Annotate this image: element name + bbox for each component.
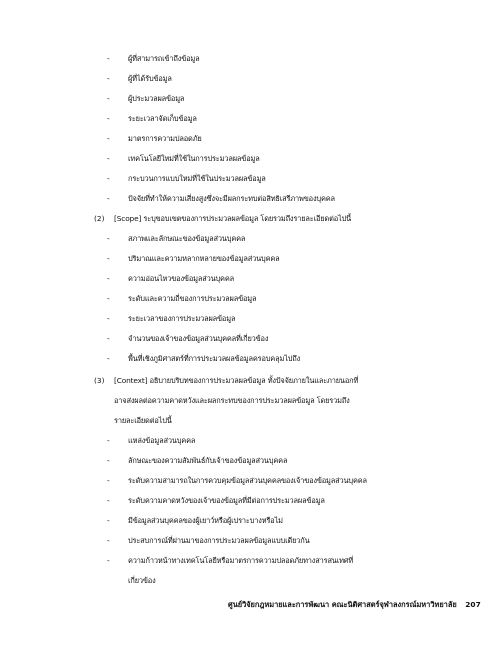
section-number: (2) xyxy=(94,214,105,223)
bullet: - xyxy=(107,334,110,343)
bullet: - xyxy=(107,536,110,545)
list-item: ผู้ที่สามารถเข้าถึงข้อมูล xyxy=(128,54,200,63)
footer-text: ศูนย์วิจัยกฎหมายและการพัฒนา คณะนิติศาสตร์จุฬาลงกรณ์มหาวิทยาลัย xyxy=(228,600,457,609)
list-item: ปัจจัยที่ทำให้ความเสี่ยงสูงซึ่งจะมีผลกระทบต่อสิทธิเสรีภาพของบุคคล xyxy=(128,194,335,203)
bullet: - xyxy=(107,274,110,283)
bullet: - xyxy=(107,254,110,263)
list-item: ระดับความคาดหวังของเจ้าของข้อมูลที่มีต่อการประมวลผลข้อมูล xyxy=(128,496,325,505)
bullet: - xyxy=(107,436,110,445)
bullet: - xyxy=(107,134,110,143)
bullet: - xyxy=(107,314,110,323)
bullet: - xyxy=(107,516,110,525)
list-item: ระยะเวลาจัดเก็บข้อมูล xyxy=(128,114,197,123)
list-item: พื้นที่เชิงภูมิศาสตร์ที่การประมวลผลข้อมูลครอบคลุมไปถึง xyxy=(128,354,301,363)
bullet: - xyxy=(107,74,110,83)
bullet: - xyxy=(107,174,110,183)
list-item: แหล่งข้อมูลส่วนบุคคล xyxy=(128,436,196,445)
list-item: สภาพและลักษณะของข้อมูลส่วนบุคคล xyxy=(128,234,246,243)
bullet: - xyxy=(107,54,110,63)
list-item: ความก้าวหน้าทางเทคโนโลยีหรือมาตรการความปลอดภัยทางสารสนเทศที่ xyxy=(128,556,354,565)
section-heading-line: [Context] อธิบายบริบทของการประมวลผลข้อมูล ทั้งปัจจัยภายในและภายนอกที่ xyxy=(114,376,359,385)
bullet: - xyxy=(107,154,110,163)
page-footer xyxy=(228,600,481,610)
list-item: ผู้ที่ได้รับข้อมูล xyxy=(128,74,172,83)
list-item: มีข้อมูลส่วนบุคคลของผู้เยาว์หรือผู้เปราะบางหรือไม่ xyxy=(128,516,283,525)
section-number: (3) xyxy=(94,376,105,385)
bullet: - xyxy=(107,456,110,465)
list-item: ความอ่อนไหวของข้อมูลส่วนบุคคล xyxy=(128,274,234,283)
list-item: มาตรการความปลอดภัย xyxy=(128,134,202,143)
bullet: - xyxy=(107,234,110,243)
section-heading-line: รายละเอียดต่อไปนี้ xyxy=(114,416,172,425)
list-item: จำนวนของเจ้าของข้อมูลส่วนบุคคลที่เกี่ยวข้อง xyxy=(128,334,269,343)
page-number: 207 xyxy=(465,600,481,609)
list-item-continuation: เกี่ยวข้อง xyxy=(128,576,156,585)
bullet: - xyxy=(107,496,110,505)
list-item: ระยะเวลาของการประมวลผลข้อมูล xyxy=(128,314,236,323)
bullet: - xyxy=(107,294,110,303)
bullet: - xyxy=(107,114,110,123)
list-item: เทคโนโลยีใหม่ที่ใช้ในการประมวลผลข้อมูล xyxy=(128,154,260,163)
section-heading-line: อาจส่งผลต่อความคาดหวังและผลกระทบของการประมวลผลข้อมูล โดยรวมถึง xyxy=(114,396,350,405)
bullet: - xyxy=(107,476,110,485)
list-item: กระบวนการแบบใหม่ที่ใช้ในประมวลผลข้อมูล xyxy=(128,174,266,183)
list-item: ระดับและความถี่ของการประมวลผลข้อมูล xyxy=(128,294,257,303)
bullet: - xyxy=(107,354,110,363)
list-item: ผู้ประมวลผลข้อมูล xyxy=(128,94,185,103)
list-item: ลักษณะของความสัมพันธ์กับเจ้าของข้อมูลส่วนบุคคล xyxy=(128,456,288,465)
list-item: ประสบการณ์ที่ผ่านมาของการประมวลผลข้อมูลแบบเดียวกัน xyxy=(128,536,310,545)
list-item: ปริมาณและความหลากหลายของข้อมูลส่วนบุคคล xyxy=(128,254,280,263)
bullet: - xyxy=(107,94,110,103)
section-heading: [Scope] ระบุขอบเขตของการประมวลผลข้อมูล โดยรวมถึงรายละเอียดต่อไปนี้ xyxy=(114,214,352,223)
bullet: - xyxy=(107,556,110,565)
list-item: ระดับความสามารถในการควบคุมข้อมูลส่วนบุคคลของเจ้าของข้อมูลส่วนบุคคล xyxy=(128,476,367,485)
bullet: - xyxy=(107,194,110,203)
